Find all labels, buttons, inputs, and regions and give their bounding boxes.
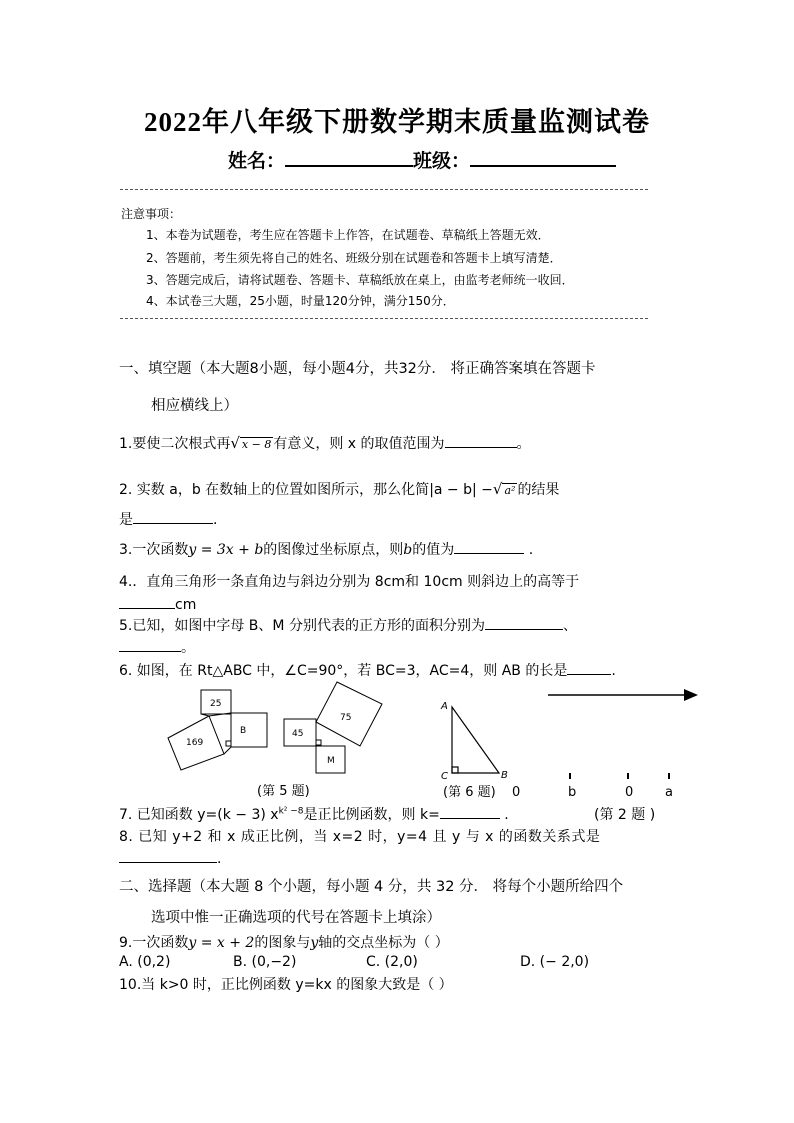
numberline-label: a: [665, 785, 673, 800]
q9-option-c[interactable]: C. (2,0): [366, 954, 418, 970]
q8-end: .: [217, 851, 222, 867]
question-6: [119, 660, 616, 680]
q9-option-a[interactable]: A. (0,2): [119, 954, 171, 970]
q7-text: 7. 已知函数 y=(k − 3) x: [119, 807, 279, 823]
q3-end: .: [528, 542, 534, 558]
question-5: [119, 615, 577, 635]
q3-post: 的值为: [412, 542, 455, 558]
notice-item: 1、本卷为试题卷，考生应在答题卡上作答，在试题卷、草稿纸上答题无效．: [146, 228, 550, 242]
section1-heading-cont: 相应横线上）: [151, 398, 238, 414]
answer-blank[interactable]: [119, 637, 181, 652]
q2-text: 2. 实数 a，b 在数轴上的位置如图所示，那么化简: [119, 482, 430, 498]
q3-text: 3.一次函数: [119, 542, 189, 558]
question-3: [119, 539, 533, 559]
q9-var: y: [310, 935, 319, 951]
q9-mid: 的图象与: [254, 935, 311, 951]
fig6-caption: (第 6 题): [443, 785, 496, 800]
q1-text-post: 有意义，则 x 的取值范围为: [273, 436, 445, 452]
section2-heading-cont: 选项中惟一正确选项的代号在答题卡上填涂）: [151, 910, 441, 926]
q5-end: 。: [181, 640, 195, 656]
section2-heading: 二、选择题（本大题 8 个小题，每小题 4 分，共 32 分． 将每个小题所给四个: [119, 879, 624, 895]
page-title: 2022年八年级下册数学期末质量监测试卷: [144, 107, 650, 137]
question-7: [119, 804, 509, 824]
class-label: 班级：: [413, 150, 471, 172]
question-4-line2: [119, 594, 196, 613]
fig5-label: 45: [292, 729, 304, 739]
question-1: [119, 433, 531, 453]
question-10: 10.当 k>0 时，正比例函数 y=kx 的图象大致是（ ）: [119, 977, 453, 993]
fig6-label-b: B: [501, 770, 508, 781]
fig5-label: 75: [340, 713, 352, 723]
figures-area: [0, 680, 794, 810]
answer-blank[interactable]: [133, 509, 213, 524]
notice-item: 2、答题前，考生须先将自己的姓名、班级分别在试题卷和答题卡上填写清楚．: [146, 251, 562, 265]
q3-var: b: [403, 542, 413, 558]
fig6-label-c: C: [441, 771, 448, 782]
q1-end: 。: [516, 436, 531, 452]
q7-exponent: k² −8: [278, 806, 304, 817]
fig5-label: B: [240, 726, 247, 736]
answer-blank[interactable]: [567, 660, 611, 675]
q3-formula: y = 3x + b: [188, 542, 264, 558]
notice-heading: 注意事项：: [121, 207, 182, 221]
notice-item: 4、本试卷三大题，25小题，时量120分钟，满分150分．: [146, 294, 455, 308]
q5-text: 5.已知，如图中字母 B、M 分别代表的正方形的面积分别为: [119, 618, 485, 634]
number-line-ticks: [570, 773, 669, 779]
name-class-row: [228, 146, 616, 173]
question-8-line2: [119, 848, 221, 867]
q9-option-b[interactable]: B. (0,−2): [233, 954, 297, 970]
q5-sep: 、: [562, 618, 577, 634]
fig5-label: 169: [186, 738, 204, 748]
number-line: [548, 689, 698, 701]
name-label: 姓名：: [228, 150, 286, 172]
numberline-label: 0: [625, 785, 634, 800]
name-blank[interactable]: [285, 147, 413, 167]
sqrt-expression: √ a²: [492, 480, 516, 498]
q9-text: 9.一次函数: [119, 935, 189, 951]
numberline-label: 0: [512, 785, 521, 800]
question-5-line2: [119, 637, 195, 657]
answer-blank[interactable]: [454, 539, 524, 554]
sqrt-expression: √ x − 8: [230, 434, 272, 452]
question-2-line2: [119, 509, 217, 529]
answer-blank[interactable]: [119, 848, 217, 863]
notice-item: 3、答题完成后，请将试题卷、答题卡、草稿纸放在桌上，由监考老师统一收回．: [146, 273, 574, 287]
q7-post: 是正比例函数，则 k=: [303, 807, 440, 823]
q9-post: 轴的交点坐标为（ ）: [318, 935, 449, 951]
answer-blank[interactable]: [119, 594, 175, 609]
question-9: [119, 932, 449, 952]
fig5-caption: (第 5 题): [257, 784, 310, 799]
question-8: 8. 已知 y+2 和 x 成正比例，当 x=2 时，y=4 且 y 与 x 的函数关系式是: [119, 829, 601, 845]
q2-line2: 是: [119, 512, 133, 528]
question-2: [119, 479, 559, 499]
fig6-label-a: A: [441, 701, 448, 712]
fig2-caption: (第 2 题 ): [594, 807, 656, 823]
divider-top: [120, 189, 648, 190]
section1-heading: 一、填空题（本大题8小题，每小题4分，共32分． 将正确答案填在答题卡: [119, 361, 596, 377]
q6-end: .: [611, 663, 616, 679]
q2-end: .: [213, 512, 218, 528]
q1-text: 1.要使二次根式再: [119, 436, 231, 452]
q9-option-d[interactable]: D. (− 2,0): [520, 954, 590, 970]
numberline-label: b: [568, 785, 577, 800]
q9-formula: y = x + 2: [188, 935, 255, 951]
class-blank[interactable]: [470, 147, 616, 167]
fig5-label: 25: [210, 699, 222, 709]
q2-text-post: 的结果: [517, 482, 560, 498]
q3-mid: 的图像过坐标原点，则: [263, 542, 404, 558]
answer-blank[interactable]: [440, 804, 500, 819]
q7-end: .: [504, 807, 509, 823]
answer-blank[interactable]: [445, 433, 517, 448]
fig6-triangle: [452, 707, 499, 773]
question-4: 4.．直角三角形一条直角边与斜边分别为 8cm和 10cm 则斜边上的高等于: [119, 574, 580, 590]
answer-blank[interactable]: [485, 615, 563, 630]
divider-bottom: [120, 318, 648, 319]
q4-unit: cm: [175, 597, 197, 613]
q6-text: 6. 如图，在 Rt△ABC 中，∠C=90°，若 BC=3，AC=4，则 AB 的长是: [119, 663, 568, 679]
q2-abs: |a − b| −: [429, 482, 493, 498]
fig5-label: M: [327, 756, 335, 766]
